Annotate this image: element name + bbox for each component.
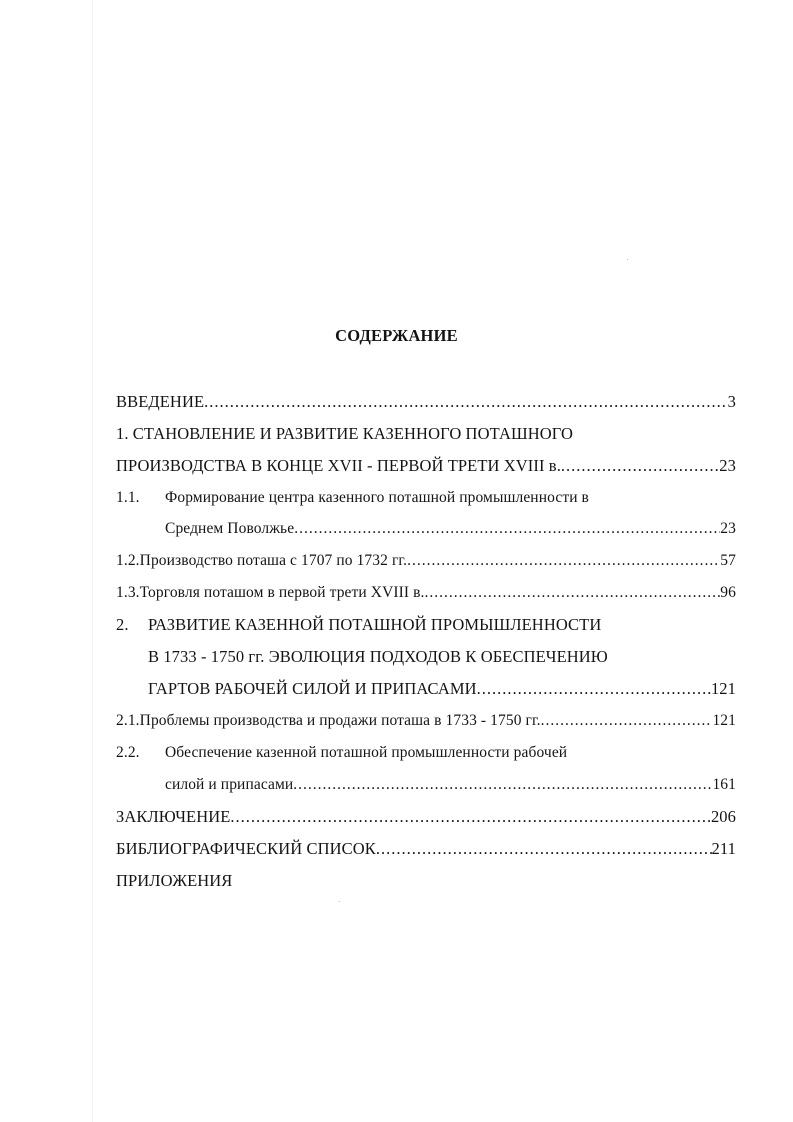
toc-entry-section-1-2[interactable]: [116, 550, 736, 572]
toc-entry-section-2-1[interactable]: [116, 710, 736, 732]
toc-entry-section-1-1[interactable]: [116, 487, 736, 509]
toc-entry-chapter-2-continued[interactable]: [148, 646, 736, 668]
toc-entry-number: 2.2.: [116, 744, 140, 761]
toc-leader-dots: [541, 710, 713, 732]
toc-entry-text: Торговля поташом в первой трети XVIII в.: [139, 584, 425, 601]
toc-entry-text: ПРИЛОЖЕНИЯ: [116, 871, 233, 890]
toc-leader-dots: [561, 455, 719, 477]
toc-entry-section-1-1-continued[interactable]: [165, 518, 736, 540]
toc-entry-number: 1.1.: [116, 489, 140, 506]
toc-entry-text: Среднем Поволжье: [165, 520, 295, 537]
toc-entry-text: Обеспечение казенной поташной промышленности рабочей: [165, 744, 568, 761]
toc-entry-text: ВВЕДЕНИЕ: [116, 392, 205, 411]
toc-entry-number: 2.: [116, 615, 129, 634]
toc-leader-dots: [294, 518, 720, 540]
scan-speck: [627, 259, 628, 260]
toc-leader-dots: [293, 774, 712, 796]
toc-entry-text: Производство поташа с 1707 по 1732 гг.: [139, 552, 408, 569]
toc-entry-text: силой и припасами: [165, 776, 294, 793]
toc-entry-text: БИБЛИОГРАФИЧЕСКИЙ СПИСОК: [116, 839, 376, 858]
toc-entry-conclusion[interactable]: [116, 806, 736, 828]
toc-entry-text: 1. СТАНОВЛЕНИЕ И РАЗВИТИЕ КАЗЕННОГО ПОТАШНОГО: [116, 424, 573, 443]
toc-entry-number: 2.1.: [116, 712, 140, 729]
toc-entry-section-1-3[interactable]: [116, 582, 736, 604]
toc-leader-dots: [230, 806, 711, 828]
toc-entry-section-2-2-continued[interactable]: [165, 774, 736, 796]
toc-entry-chapter-1-continued[interactable]: [116, 455, 736, 477]
page-fold-shadow: [92, 0, 93, 1122]
toc-entry-number: 1.2.: [116, 552, 140, 569]
toc-page-number: 206: [710, 807, 736, 826]
toc-entry-introduction[interactable]: [116, 391, 736, 413]
toc-page-number: 211: [711, 839, 736, 858]
page-title: СОДЕРЖАНИЕ: [335, 326, 458, 345]
toc-entry-section-2-2[interactable]: [116, 742, 736, 764]
toc-entry-appendices[interactable]: [116, 870, 736, 892]
toc-page-number: 23: [719, 456, 736, 475]
toc-entry-text: ЗАКЛЮЧЕНИЕ: [116, 807, 231, 826]
toc-entry-text: Формирование центра казенного поташной промышленности в: [165, 489, 589, 506]
toc-leader-dots: [407, 550, 720, 572]
toc-entry-text: РАЗВИТИЕ КАЗЕННОЙ ПОТАШНОЙ ПРОМЫШЛЕННОСТИ: [148, 615, 602, 634]
toc-entry-number: 1.3.: [116, 584, 140, 601]
toc-page-number: 57: [720, 552, 736, 569]
toc-page-number: 161: [712, 776, 736, 793]
toc-leader-dots: [425, 582, 721, 604]
toc-entry-text: ПРОИЗВОДСТВА В КОНЦЕ XVII - ПЕРВОЙ ТРЕТИ XVIII в.: [116, 456, 561, 475]
toc-entry-chapter-2-continued-2[interactable]: [148, 678, 736, 700]
toc-entry-text: В 1733 - 1750 гг. ЭВОЛЮЦИЯ ПОДХОДОВ К ОБЕСПЕЧЕНИЮ: [148, 647, 608, 666]
scan-speck: [339, 901, 340, 902]
toc-entry-text: Проблемы производства и продажи поташа в 1733 - 1750 гг.: [139, 712, 541, 729]
toc-page-number: 23: [720, 520, 736, 537]
toc-entry-chapter-1[interactable]: [116, 423, 736, 445]
toc-entry-bibliography[interactable]: [116, 838, 736, 860]
toc-leader-dots: [376, 838, 712, 860]
toc-entry-text: ГАРТОВ РАБОЧЕЙ СИЛОЙ И ПРИПАСАМИ: [148, 679, 477, 698]
toc-page-number: 121: [712, 712, 736, 729]
toc-leader-dots: [204, 391, 728, 413]
toc-leader-dots: [477, 678, 711, 700]
toc-entry-chapter-2[interactable]: [116, 614, 736, 636]
toc-page-number: 3: [727, 392, 736, 411]
toc-page-number: 121: [710, 679, 736, 698]
toc-page-number: 96: [720, 584, 736, 601]
